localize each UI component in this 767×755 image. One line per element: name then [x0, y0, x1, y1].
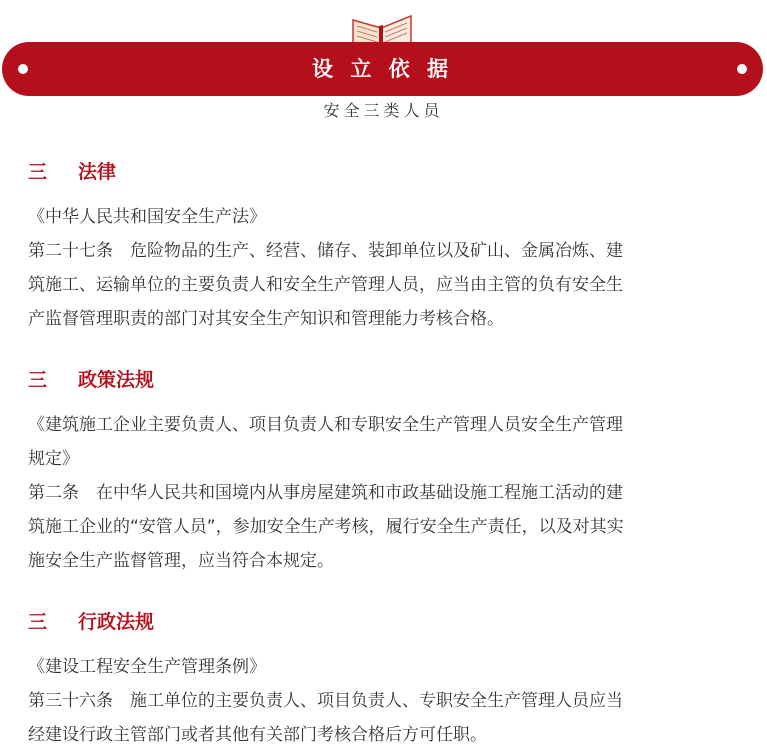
article-line: 产监督管理职责的部门对其安全生产知识和管理能力考核合格。 — [28, 309, 504, 329]
section-policy — [28, 362, 740, 578]
document-title: 《中华人民共和国安全生产法》 — [28, 207, 266, 227]
section-admin-regulation — [28, 604, 740, 752]
document-title: 《建设工程安全生产管理条例》 — [28, 657, 266, 677]
document-title: 规定》 — [28, 449, 79, 469]
article-line: 第二十七条 危险物品的生产、经营、储存、装卸单位以及矿山、金属冶炼、建 — [28, 241, 623, 261]
section-law — [28, 154, 740, 336]
section-marker: 三 — [28, 160, 48, 183]
header-banner — [0, 0, 767, 130]
section-heading — [28, 154, 740, 186]
article-line: 经建设行政主管部门或者其他有关部门考核合格后方可任职。 — [28, 725, 487, 745]
section-title: 法律 — [78, 160, 117, 183]
article-line: 筑施工、运输单位的主要负责人和安全生产管理人员，应当由主管的负有安全生 — [28, 275, 623, 295]
article-line: 第三十六条 施工单位的主要负责人、项目负责人、专职安全生产管理人员应当 — [28, 691, 623, 711]
title-bar — [2, 42, 763, 96]
section-title: 政策法规 — [78, 368, 155, 391]
page-title: 设 立 依 据 — [312, 57, 453, 81]
section-marker: 三 — [28, 610, 48, 633]
section-heading — [28, 604, 740, 636]
article-line: 施安全生产监督管理，应当符合本规定。 — [28, 551, 334, 571]
bullet-dot-right — [737, 64, 747, 74]
document-title: 《建筑施工企业主要负责人、项目负责人和专职安全生产管理人员安全生产管理 — [28, 415, 623, 435]
section-heading — [28, 362, 740, 394]
article-line: 第二条 在中华人民共和国境内从事房屋建筑和市政基础设施工程施工活动的建 — [28, 483, 623, 503]
section-marker: 三 — [28, 368, 48, 391]
page-subtitle: 安全三类人员 — [323, 101, 444, 120]
article-line: 筑施工企业的“安管人员”，参加安全生产考核，履行安全生产责任，以及对其实 — [28, 517, 624, 537]
section-title: 行政法规 — [78, 610, 155, 633]
